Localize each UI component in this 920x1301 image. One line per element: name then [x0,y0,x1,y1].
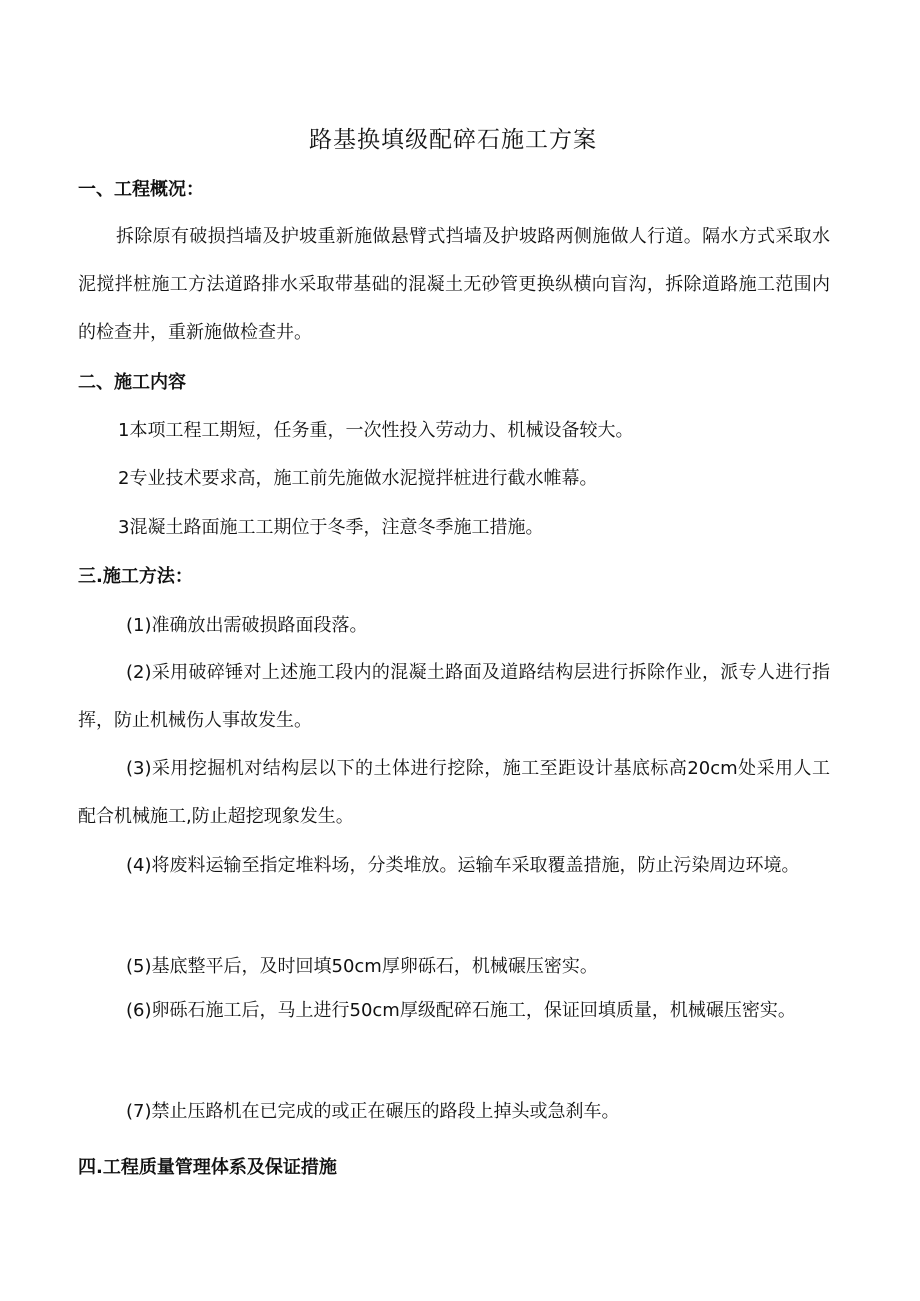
section-heading-method: 三.施工方法： [78,566,193,587]
method-item-3: (3)采用挖掘机对结构层以下的土体进行挖除，施工至距设计基底标高20cm处采用人工配合机械施工,防止超挖现象发生。 [78,758,830,827]
section-heading-quality: 四.工程质量管理体系及保证措施 [78,1157,337,1178]
section-heading-content: 二、施工内容 [78,372,186,393]
content-item-3: 3混凝土路面施工工期位于冬季，注意冬季施工措施。 [118,517,544,538]
content-item-2: 2专业技术要求高，施工前先施做水泥搅拌桩进行截水帷幕。 [118,468,598,489]
method-item-1: (1)准确放出需破损路面段落。 [126,615,368,636]
method-item-2: (2)采用破碎锤对上述施工段内的混凝土路面及道路结构层进行拆除作业，派专人进行指挥，防止机械伤人事故发生。 [78,662,830,731]
content-item-1: 1本项工程工期短，任务重，一次性投入劳动力、机械设备较大。 [118,420,634,441]
method-item-7: (7)禁止压路机在已完成的或正在碾压的路段上掉头或急刹车。 [126,1101,620,1122]
method-item-4: (4)将废料运输至指定堆料场，分类堆放。运输车采取覆盖措施，防止污染周边环境。 [126,855,800,876]
method-item-6: (6)卵砾石施工后，马上进行50cm厚级配碎石施工，保证回填质量，机械碾压密实。 [126,1000,796,1021]
overview-paragraph: 拆除原有破损挡墙及护坡重新施做悬臂式挡墙及护坡路两侧施做人行道。隔水方式采取水泥搅拌桩施工方法道路排水采取带基础的混凝土无砂管更换纵横向盲沟，拆除道路施工范围内的检查井，重新施做检查井。 [78,226,830,343]
document-title: 路基换填级配碎石施工方案 [309,127,597,153]
section-heading-overview: 一、工程概况： [78,179,204,200]
method-item-5: (5)基底整平后，及时回填50cm厚卵砾石，机械碾压密实。 [126,956,598,977]
